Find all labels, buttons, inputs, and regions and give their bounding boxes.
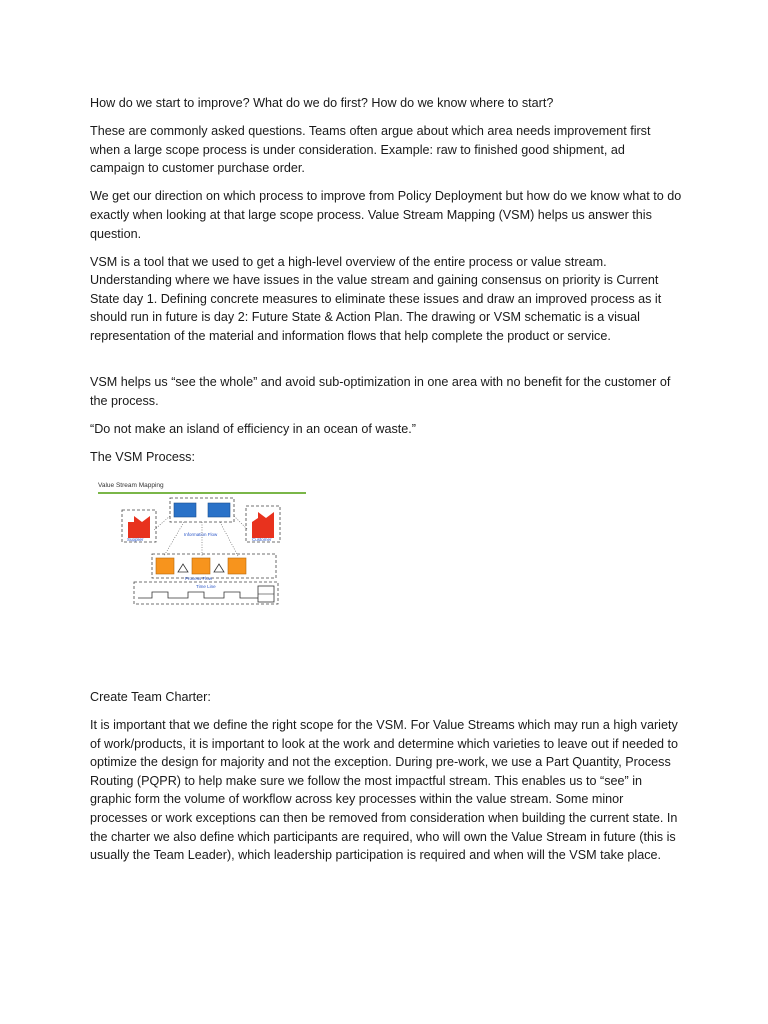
process-flow-label: Process Flow	[185, 576, 213, 581]
paragraph-create-team-charter-heading: Create Team Charter:	[90, 690, 211, 704]
supplier-label: Supplier	[127, 537, 144, 542]
paragraph-intro-questions: How do we start to improve? What do we do first? How do we know where to start?	[90, 96, 554, 110]
paragraph-vsm-process-heading: The VSM Process:	[90, 449, 195, 464]
info-box-right	[208, 503, 230, 517]
process-box-2	[192, 558, 210, 574]
customer-label: Customer	[252, 537, 272, 542]
paragraph-common-questions: These are commonly asked questions. Teams often argue about which area needs improvement first when a large scope process is under consideration. Example: raw to finished good shipment, ad campaign to customer purchase order.	[90, 124, 651, 176]
info-box-left	[174, 503, 196, 517]
paragraph-team-charter: It is important that we define the right scope for the VSM. For Value Streams which may run a high variety of work/products, it is important to look at the work and determine which varieties to leave out if needed to optimize the design for majority and not the exception. During pre-work, we use a Part Quantity, Process Routing (PQPR) to help make sure we follow the most impactful stream. This enables us to “see” in graphic form the volume of workflow across key processes within the value stream. Some minor processes or work exceptions can then be removed from consideration when building the current state. In the charter we also define which participants are required, who will own the Value Stream in future (this is usually the Team Leader), which leadership participation is required and when will the VSM take place.	[90, 718, 679, 863]
process-box-1	[156, 558, 174, 574]
paragraph-see-the-whole: VSM helps us “see the whole” and avoid sub-optimization in one area with no benefit for the customer of the process.	[90, 375, 671, 408]
blank-line	[90, 355, 682, 373]
diagram-title: Value Stream Mapping	[98, 482, 164, 489]
document-page	[90, 94, 682, 874]
information-flow-label: Information Flow	[184, 532, 218, 537]
vsm-diagram-image	[92, 476, 374, 672]
time-line-label: Time Line	[196, 584, 216, 589]
paragraph-vsm-definition: VSM is a tool that we used to get a high-level overview of the entire process or value stream. Understanding where we have issues in the value stream and gaining consensus on priority is Current State day 1. Defining concrete measures to eliminate these issues and draw an improved process as it should run in future is day 2: Future State & Action Plan. The drawing or VSM schematic is a visual representation of the material and information flows that help complete the product or service.	[90, 254, 662, 344]
paragraph-direction: We get our direction on which process to improve from Policy Deployment but how do we know what to do exactly when looking at that large scope process. Value Stream Mapping (VSM) helps us answer this question.	[90, 189, 682, 241]
process-box-3	[228, 558, 246, 574]
paragraph-quote: “Do not make an island of efficiency in an ocean of waste.”	[90, 421, 416, 436]
